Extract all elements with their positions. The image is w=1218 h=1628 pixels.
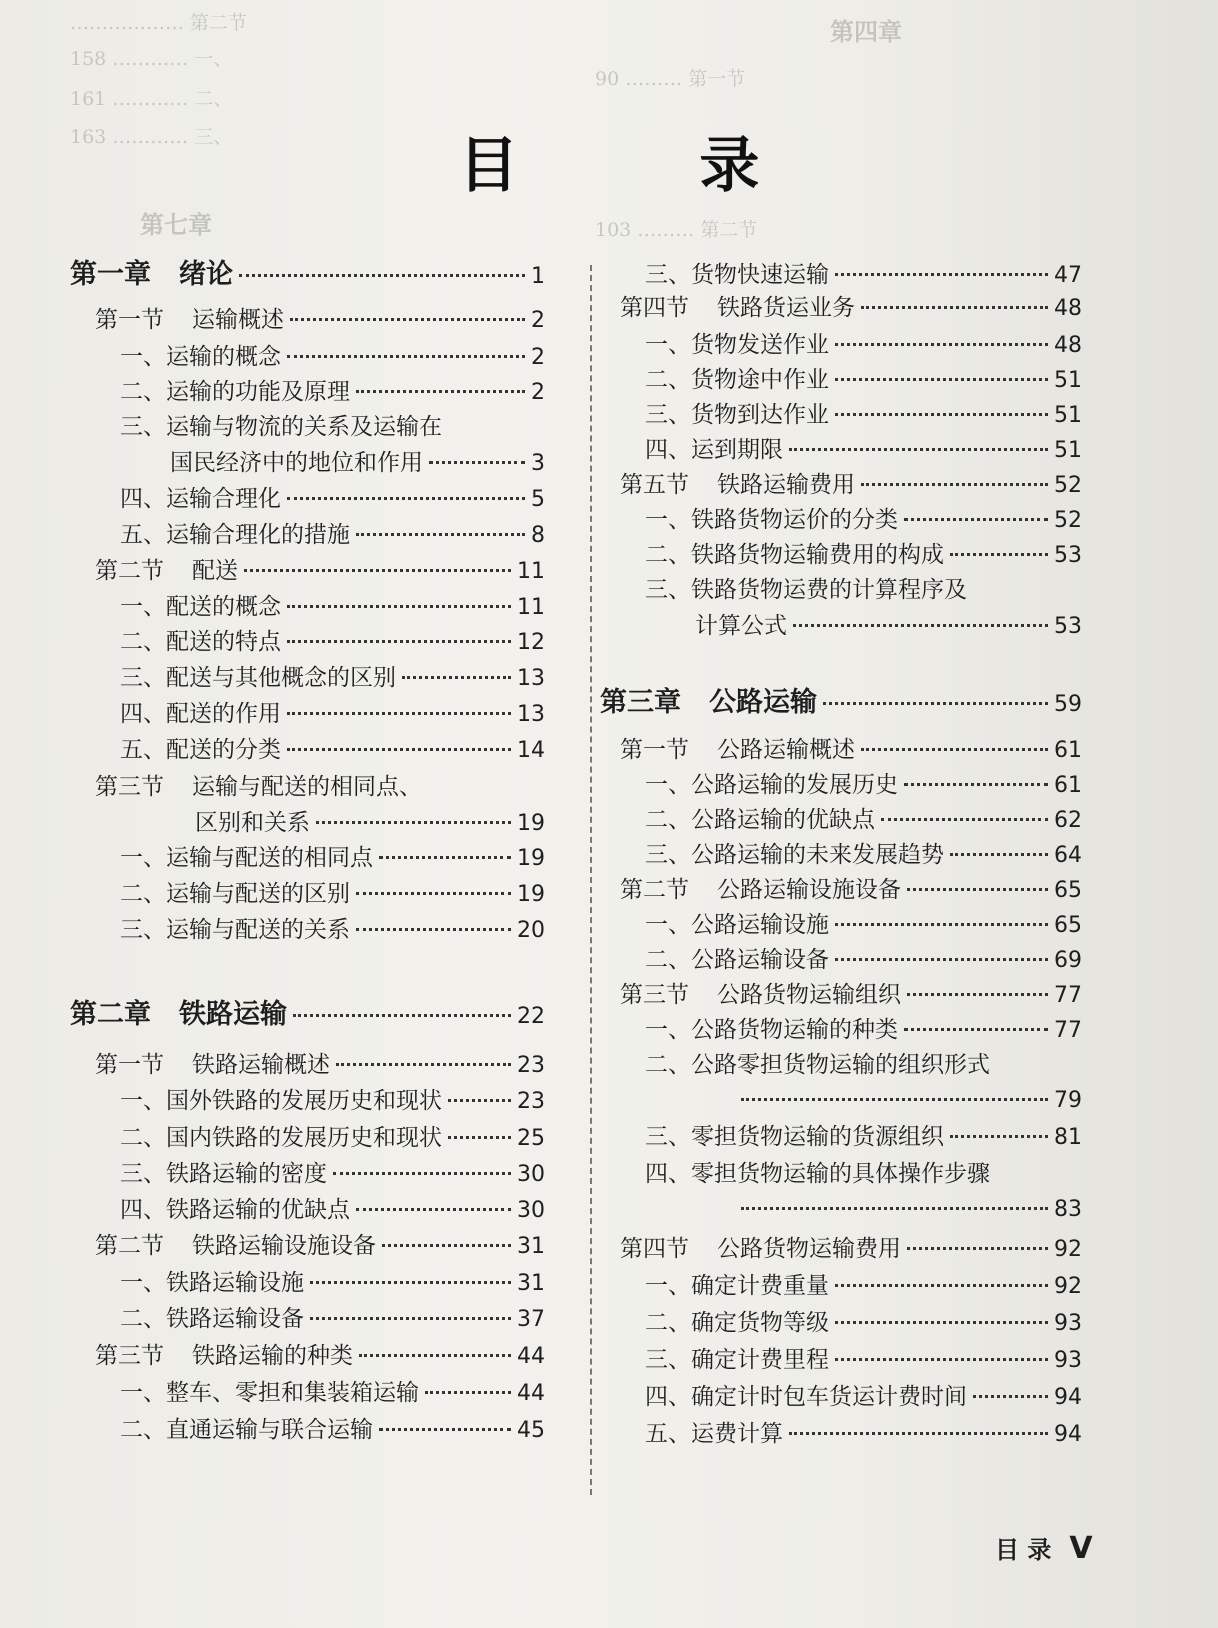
toc-entry-item — [645, 805, 1082, 836]
toc-entry-section — [95, 772, 545, 802]
chapter-title: 铁路运输 — [179, 999, 287, 1030]
leader-dots — [835, 1358, 1048, 1361]
item-title: 一、公路运输设施 — [645, 912, 829, 938]
toc-entry-item — [645, 945, 1082, 976]
section-title: 铁路运输概述 — [192, 1052, 330, 1078]
section-title: 公路运输概述 — [717, 737, 855, 763]
section-title: 公路货物运输组织 — [717, 982, 901, 1008]
leader-dots — [310, 1317, 511, 1320]
item-title-continued: 国民经济中的地位和作用 — [170, 450, 423, 476]
leader-dots — [287, 355, 525, 358]
item-title: 二、国内铁路的发展历史和现状 — [120, 1125, 442, 1151]
leader-dots — [356, 892, 511, 895]
item-title: 二、公路运输设备 — [645, 947, 829, 973]
toc-entry-item — [645, 770, 1082, 801]
item-title: 四、铁路运输的优缺点 — [120, 1197, 350, 1223]
leader-dots — [789, 1432, 1048, 1435]
toc-entry-section — [620, 875, 1082, 906]
toc-entry-continuation — [735, 1086, 1082, 1116]
toc-page: ……………… 第二节 158 ………… 一、 161 ………… 二、 163 ………… 三、 第七章 第四章 90 ……… 第一节 103 ……… 第二节 目 录 第一章 绪论 1 第一节 运输概述 2 一、运输的概念 2 二、运输的功能及原理 2 三、运输与物流的关系及运输在 国民经济中的地位和作用 3 四、运输合理化 5 五、运输合理化的措施 8 第二节 配送 11 一、配送的概念 11 二、配送的特点 12 三、配送与其他概念的区别 13 四、配送的作用 13 五、配送的分类 14 第三节 运输与配送的相同点、 区别和关系 19 一、运输与配送的相同点 19 二、运输与配送的区别 19 三、运输与配送的关系 20 第二章 铁路运输 22 第一节 铁路运输概述 23 一、国外铁路的发展历史和现状 23 二、国内铁路的发展历史和现状 25 三、铁路运输的密度 30 四、铁路运输的优缺点 30 第二节 铁路运输设施设备 31 一、铁路运输设施 31 二、铁路运输设备 37 第三节 铁路运输的种类 44 一、整车、零担和集装箱运输 44 二、直通运输与联合运输 45 三、货物快速运输 47 第四节 铁路货运业务 48 一、货物发送作业 48 二、货物途中作业 51 三、货物到达作业 51 四、运到期限 51 第五节 铁路运输费用 52 一、铁路货物运价的分类 52 二、铁路货物运输费用的构成 53 三、铁路货物运费的计算程序及 计算公式 53 第三章 公路运输 59 第一节 公路运输概述 61 一、公路运输的发展历史 61 二、公路运输的优缺点 62 三、公路运输的未来发展趋势 64 第二节 公路运输设施设备 65 一、公路运输设施 65 二、公路运输设备 69 第三节 公路货物运输组织 77 一、公路货物运输的种类 77 二、公路零担货物运输的组织形式 79 三、零担货物运输的货源组织 81 四、零担货物运输的具体操作步骤 83 第四节 公路货物运输费用 92 一、确定计费重量 92 二、确定货物等级 93 三、确定计费里程 93 四、确定计时包车货运计费时间 94 五、运费计算 94 目 录 V — [0, 0, 1218, 1628]
page-ref: 20 — [517, 918, 545, 943]
item-title: 四、确定计时包车货运计费时间 — [645, 1384, 967, 1410]
leader-dots — [379, 856, 511, 859]
page-ref: 22 — [517, 1004, 545, 1029]
leader-dots — [379, 1428, 511, 1431]
toc-entry-item — [645, 540, 1082, 571]
leader-dots — [835, 1284, 1048, 1287]
section-title: 配送 — [192, 558, 238, 584]
item-title: 四、运输合理化 — [120, 486, 281, 512]
item-title: 二、公路运输的优缺点 — [645, 807, 875, 833]
section-number: 第四节 — [620, 1236, 689, 1262]
item-title: 二、直通运输与联合运输 — [120, 1417, 373, 1443]
page-ref: 5 — [531, 487, 545, 512]
leader-dots — [336, 1063, 511, 1066]
toc-entry-item — [645, 1271, 1082, 1302]
page-ref: 52 — [1054, 508, 1082, 533]
item-title: 三、配送与其他概念的区别 — [120, 665, 396, 691]
toc-entry-section — [620, 470, 1082, 501]
leader-dots — [907, 993, 1048, 996]
chapter-number: 第三章 — [600, 687, 681, 718]
page-ref: 44 — [517, 1344, 545, 1369]
page-ref: 13 — [517, 666, 545, 691]
page-ref: 65 — [1054, 913, 1082, 938]
leader-dots — [907, 1247, 1048, 1250]
section-title: 公路货物运输费用 — [717, 1236, 901, 1262]
leader-dots — [835, 378, 1048, 381]
leader-dots — [835, 273, 1048, 276]
page-ref: 2 — [531, 308, 545, 333]
item-title: 三、零担货物运输的货源组织 — [645, 1124, 944, 1150]
leader-dots — [904, 1028, 1048, 1031]
page-ref: 94 — [1054, 1385, 1082, 1410]
toc-entry-chapter — [70, 258, 545, 294]
section-title-continued: 区别和关系 — [195, 810, 310, 836]
toc-entry-item — [645, 365, 1082, 396]
item-title: 一、国外铁路的发展历史和现状 — [120, 1088, 442, 1114]
page-ref: 81 — [1054, 1125, 1082, 1150]
section-number: 第五节 — [620, 472, 689, 498]
leader-dots — [356, 390, 525, 393]
page-ref: 30 — [517, 1198, 545, 1223]
page-footer — [995, 1530, 1093, 1566]
item-title: 二、配送的特点 — [120, 629, 281, 655]
page-ref: 2 — [531, 380, 545, 405]
item-title: 一、配送的概念 — [120, 594, 281, 620]
toc-entry-item — [645, 1345, 1082, 1376]
section-title: 铁路运输的种类 — [192, 1343, 353, 1369]
leader-dots — [287, 748, 511, 751]
leader-dots — [881, 818, 1048, 821]
section-number: 第二节 — [95, 1233, 164, 1259]
toc-entry-section — [620, 735, 1082, 766]
leader-dots — [316, 821, 511, 824]
item-title: 三、确定计费里程 — [645, 1347, 829, 1373]
toc-entry-item — [645, 1015, 1082, 1046]
item-title: 一、整车、零担和集装箱运输 — [120, 1380, 419, 1406]
item-title: 一、确定计费重量 — [645, 1273, 829, 1299]
page-ref: 94 — [1054, 1422, 1082, 1447]
toc-entry-item — [120, 1415, 545, 1446]
section-title: 铁路货运业务 — [717, 295, 855, 321]
page-ref: 8 — [531, 523, 545, 548]
item-title: 五、运费计算 — [645, 1421, 783, 1447]
toc-entry-item — [120, 377, 545, 408]
section-number: 第三节 — [620, 982, 689, 1008]
page-ref: 92 — [1054, 1274, 1082, 1299]
page-ref: 1 — [531, 264, 545, 289]
page-ref: 53 — [1054, 614, 1082, 639]
item-title: 一、铁路运输设施 — [120, 1270, 304, 1296]
leader-dots — [861, 748, 1048, 751]
page-ref: 52 — [1054, 473, 1082, 498]
page-number: V — [1069, 1531, 1093, 1566]
page-ref: 59 — [1054, 692, 1082, 717]
column-divider — [590, 265, 592, 1495]
leader-dots — [290, 318, 525, 321]
leader-dots — [950, 1135, 1048, 1138]
leader-dots — [429, 461, 525, 464]
page-ref: 45 — [517, 1418, 545, 1443]
toc-entry-item — [120, 1159, 545, 1190]
leader-dots — [861, 306, 1048, 309]
toc-entry-item — [645, 330, 1082, 361]
page-ref: 93 — [1054, 1348, 1082, 1373]
item-title: 二、确定货物等级 — [645, 1310, 829, 1336]
leader-dots — [950, 853, 1048, 856]
toc-entry-section — [620, 1234, 1082, 1265]
page-ref: 62 — [1054, 808, 1082, 833]
toc-entry-section — [95, 1231, 545, 1262]
toc-entry-continuation — [170, 448, 545, 479]
page-ref: 31 — [517, 1234, 545, 1259]
item-title: 四、运到期限 — [645, 437, 783, 463]
page-ref: 51 — [1054, 403, 1082, 428]
page-ref: 44 — [517, 1381, 545, 1406]
toc-entry-item — [645, 1419, 1082, 1450]
item-title: 一、货物发送作业 — [645, 332, 829, 358]
leader-dots — [861, 483, 1048, 486]
page-ref: 23 — [517, 1053, 545, 1078]
item-title: 一、铁路货物运价的分类 — [645, 507, 898, 533]
toc-entry-item — [120, 843, 545, 874]
item-title: 三、公路运输的未来发展趋势 — [645, 842, 944, 868]
item-title: 一、运输的概念 — [120, 344, 281, 370]
page-ref: 79 — [1054, 1088, 1082, 1113]
toc-entry-item — [645, 505, 1082, 536]
toc-entry-item — [120, 592, 545, 623]
toc-entry-item — [120, 1086, 545, 1117]
item-title: 二、铁路货物运输费用的构成 — [645, 542, 944, 568]
leader-dots — [835, 958, 1048, 961]
page-ref: 69 — [1054, 948, 1082, 973]
toc-entry-item — [645, 260, 1082, 291]
item-title: 三、运输与物流的关系及运输在 — [120, 414, 442, 440]
page-ref: 77 — [1054, 1018, 1082, 1043]
toc-entry-item — [120, 484, 545, 515]
item-title: 一、公路货物运输的种类 — [645, 1017, 898, 1043]
section-number: 第一节 — [95, 307, 164, 333]
leader-dots — [789, 448, 1048, 451]
section-title: 运输概述 — [192, 307, 284, 333]
toc-entry-section — [95, 556, 545, 587]
page-ref: 11 — [517, 595, 545, 620]
toc-entry-continuation — [695, 611, 1082, 642]
toc-entry-continuation — [735, 1195, 1082, 1225]
leader-dots — [244, 569, 511, 572]
item-title: 三、运输与配送的关系 — [120, 917, 350, 943]
toc-entry-item — [120, 879, 545, 910]
toc-entry-item — [120, 1123, 545, 1154]
leader-dots — [907, 888, 1048, 891]
toc-entry-item — [645, 840, 1082, 871]
item-title: 五、运输合理化的措施 — [120, 522, 350, 548]
chapter-title: 公路运输 — [709, 687, 817, 718]
section-number: 第二节 — [95, 558, 164, 584]
page-title: 目 录 — [458, 131, 840, 201]
toc-entry-item — [645, 1382, 1082, 1413]
toc-entry-item — [645, 435, 1082, 466]
item-title: 二、铁路运输设备 — [120, 1306, 304, 1332]
leader-dots — [793, 624, 1048, 627]
toc-entry-section — [95, 1341, 545, 1372]
item-title: 五、配送的分类 — [120, 737, 281, 763]
page-ref: 19 — [517, 882, 545, 907]
item-title: 一、公路运输的发展历史 — [645, 772, 898, 798]
section-number: 第一节 — [620, 737, 689, 763]
toc-entry-item — [120, 1268, 545, 1299]
page-ref: 83 — [1054, 1197, 1082, 1222]
leader-dots — [382, 1244, 511, 1247]
leader-dots — [950, 553, 1048, 556]
leader-dots — [356, 928, 511, 931]
leader-dots — [904, 783, 1048, 786]
page-ref: 37 — [517, 1307, 545, 1332]
toc-entry-chapter — [70, 998, 545, 1034]
leader-dots — [356, 533, 525, 536]
toc-entry-item — [120, 1195, 545, 1226]
leader-dots — [287, 640, 511, 643]
leader-dots — [402, 676, 511, 679]
page-ref: 48 — [1054, 296, 1082, 321]
leader-dots — [356, 1208, 511, 1211]
leader-dots — [448, 1099, 511, 1102]
toc-entry-continuation — [195, 808, 545, 839]
chapter-number: 第一章 — [70, 259, 151, 290]
toc-entry-item — [120, 1378, 545, 1409]
toc-entry-item — [120, 1304, 545, 1335]
toc-entry-item — [645, 1308, 1082, 1339]
section-number: 第三节 — [95, 1343, 164, 1369]
leader-dots — [448, 1136, 511, 1139]
leader-dots — [835, 343, 1048, 346]
chapter-title: 绪论 — [179, 259, 233, 290]
leader-dots — [904, 518, 1048, 521]
toc-entry-item — [120, 735, 545, 766]
item-title: 二、公路零担货物运输的组织形式 — [645, 1052, 990, 1078]
item-title: 二、运输的功能及原理 — [120, 379, 350, 405]
section-title: 铁路运输设施设备 — [192, 1233, 376, 1259]
toc-entry-item — [120, 915, 545, 946]
toc-entry-item — [645, 400, 1082, 431]
page-ref: 51 — [1054, 438, 1082, 463]
page-ref: 25 — [517, 1126, 545, 1151]
toc-entry-item — [120, 342, 545, 373]
page-ref: 61 — [1054, 738, 1082, 763]
item-title: 二、货物途中作业 — [645, 367, 829, 393]
toc-entry-section — [620, 980, 1082, 1011]
toc-entry-item — [645, 910, 1082, 941]
leader-dots — [823, 702, 1048, 705]
toc-entry-item — [120, 412, 545, 442]
page-ref: 19 — [517, 846, 545, 871]
item-title: 三、货物到达作业 — [645, 402, 829, 428]
section-number: 第四节 — [620, 295, 689, 321]
item-title: 四、配送的作用 — [120, 701, 281, 727]
page-ref: 61 — [1054, 773, 1082, 798]
leader-dots — [310, 1281, 511, 1284]
page-ref: 51 — [1054, 368, 1082, 393]
toc-entry-section — [95, 1050, 545, 1081]
section-number: 第一节 — [95, 1052, 164, 1078]
leader-dots — [741, 1207, 1048, 1210]
toc-entry-item — [645, 575, 1082, 605]
leader-dots — [287, 605, 511, 608]
leader-dots — [239, 274, 525, 277]
leader-dots — [973, 1395, 1048, 1398]
leader-dots — [287, 712, 511, 715]
page-ref: 31 — [517, 1271, 545, 1296]
leader-dots — [293, 1014, 511, 1017]
section-number: 第二节 — [620, 877, 689, 903]
leader-dots — [835, 923, 1048, 926]
page-ref: 30 — [517, 1162, 545, 1187]
page-ref: 3 — [531, 451, 545, 476]
section-title: 公路运输设施设备 — [717, 877, 901, 903]
item-title: 三、铁路货物运费的计算程序及 — [645, 577, 967, 603]
page-ref: 2 — [531, 345, 545, 370]
chapter-number: 第二章 — [70, 999, 151, 1030]
toc-entry-section — [95, 305, 545, 336]
toc-entry-section — [620, 293, 1082, 324]
leader-dots — [425, 1391, 511, 1394]
leader-dots — [287, 497, 525, 500]
page-ref: 23 — [517, 1089, 545, 1114]
page-ref: 53 — [1054, 543, 1082, 568]
page-ref: 92 — [1054, 1237, 1082, 1262]
leader-dots — [741, 1098, 1048, 1101]
page-ref: 12 — [517, 630, 545, 655]
page-ref: 65 — [1054, 878, 1082, 903]
page-ref: 19 — [517, 811, 545, 836]
section-title: 铁路运输费用 — [717, 472, 855, 498]
item-title: 一、运输与配送的相同点 — [120, 845, 373, 871]
leader-dots — [333, 1172, 511, 1175]
item-title: 三、铁路运输的密度 — [120, 1161, 327, 1187]
page-ref: 11 — [517, 559, 545, 584]
page-ref: 77 — [1054, 983, 1082, 1008]
toc-entry-item — [120, 627, 545, 658]
toc-entry-item — [120, 520, 545, 551]
toc-entry-item — [120, 699, 545, 730]
page-ref: 14 — [517, 738, 545, 763]
item-title: 二、运输与配送的区别 — [120, 881, 350, 907]
page-ref: 13 — [517, 702, 545, 727]
leader-dots — [359, 1354, 511, 1357]
footer-label: 目 录 — [995, 1535, 1052, 1564]
section-number: 第三节 — [95, 774, 164, 800]
item-title: 三、货物快速运输 — [645, 262, 829, 288]
leader-dots — [835, 1321, 1048, 1324]
page-ref: 64 — [1054, 843, 1082, 868]
item-title: 四、零担货物运输的具体操作步骤 — [645, 1161, 990, 1187]
toc-entry-item — [645, 1050, 1082, 1080]
leader-dots — [835, 413, 1048, 416]
page-ref: 93 — [1054, 1311, 1082, 1336]
item-title-continued: 计算公式 — [695, 613, 787, 639]
section-title: 运输与配送的相同点、 — [192, 774, 422, 800]
toc-entry-item — [645, 1159, 1082, 1189]
toc-entry-item — [120, 663, 545, 694]
page-ref: 47 — [1054, 263, 1082, 288]
toc-entry-chapter — [600, 686, 1082, 722]
page-ref: 48 — [1054, 333, 1082, 358]
toc-entry-item — [645, 1122, 1082, 1153]
